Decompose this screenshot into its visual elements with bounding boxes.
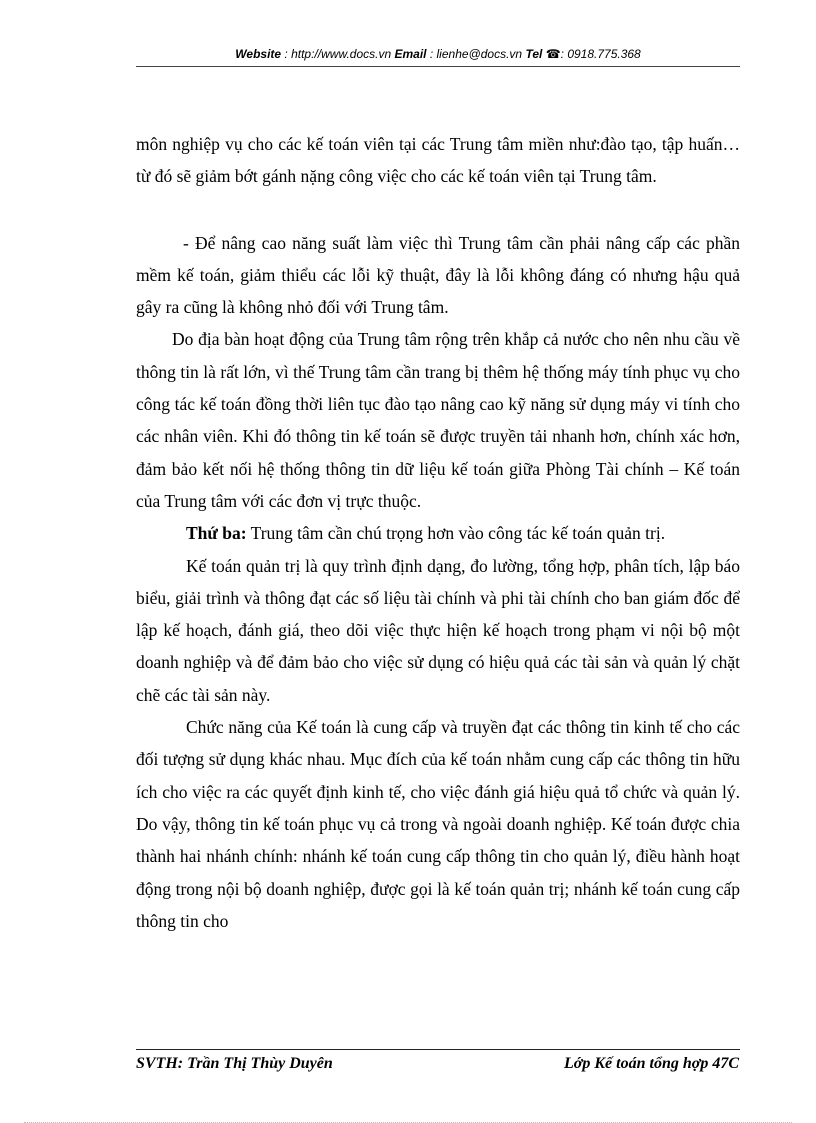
phone-icon: ☎ <box>545 47 561 61</box>
section-heading-text: Trung tâm cần chú trọng hơn vào công tác kế toán quản trị. <box>246 523 666 544</box>
page-header: Website : http://www.docs.vn Email : lienhe@docs.vn Tel ☎: 0918.775.368 <box>235 47 641 61</box>
section-heading: Thứ ba: <box>186 523 247 544</box>
phone-number: 0918.775.368 <box>567 47 641 61</box>
tel-label: Tel <box>525 47 543 61</box>
paragraph-gap <box>136 193 740 227</box>
paragraph-4 <box>136 517 740 549</box>
header-divider <box>136 66 740 67</box>
footer-divider <box>136 1049 740 1050</box>
website-label: Website <box>235 47 282 61</box>
website-link[interactable]: http://www.docs.vn <box>291 47 392 61</box>
paragraph-3: Do địa bàn hoạt động của Trung tâm rộng trên khắp cả nước cho nên nhu cầu về thông tin là rất lớn, vì thế Trung tâm cần trang bị thêm hệ thống máy tính phục vụ cho công tác kế toán đồng thời liên tục đào tạo nâng cao kỹ năng sử dụng máy vi tính cho các nhân viên. Khi đó thông tin kế toán sẽ được truyền tải nhanh hơn, chính xác hơn, đảm bảo kết nối hệ thống thông tin dữ liệu kế toán giữa Phòng Tài chính – Kế toán của Trung tâm với các đơn vị trực thuộc. <box>136 329 740 511</box>
paragraph-2: - Để nâng cao năng suất làm việc thì Trung tâm cần phải nâng cấp các phần mềm kế toán, giảm thiểu các lỗi kỹ thuật, đây là lỗi không đáng có nhưng hậu quả gây ra cũng là không nhỏ đối với Trung tâm. <box>136 232 740 318</box>
document-body <box>136 128 740 937</box>
footer-student: SVTH: Trần Thị Thùy Duyên <box>136 1055 333 1072</box>
paragraph-6: Chức năng của Kế toán là cung cấp và truyền đạt các thông tin kinh tế cho các đối tượng sử dụng khác nhau. Mục đích của kế toán nhằm cung cấp các thông tin hữu ích cho việc ra các quyết định kinh tế, cho việc đánh giá hiệu quả tổ chức và quản lý. Do vậy, thông tin kế toán phục vụ cả trong và ngoài doanh nghiệp. Kế toán được chia thành hai nhánh chính: nhánh kế toán cung cấp thông tin cho quản lý, điều hành hoạt động trong nội bộ doanh nghiệp, được gọi là kế toán quản trị; nhánh kế toán cung cấp thông tin cho <box>136 717 740 931</box>
email-label: Email <box>394 47 427 61</box>
email-link[interactable]: lienhe@docs.vn <box>436 47 523 61</box>
paragraph-1: môn nghiệp vụ cho các kế toán viên tại các Trung tâm miền như:đào tạo, tập huấn… từ đó sẽ giảm bớt gánh nặng công việc cho các kế toán viên tại Trung tâm. <box>136 134 740 187</box>
footer-class: Lớp Kế toán tổng hợp 47C <box>564 1055 739 1072</box>
paragraph-5: Kế toán quản trị là quy trình định dạng, đo lường, tổng hợp, phân tích, lập báo biểu, giải trình và thông đạt các số liệu tài chính và phi tài chính cho ban giám đốc để lập kế hoạch, đánh giá, theo dõi việc thực hiện kế hoạch trong phạm vi nội bộ một doanh nghiệp và để đảm bảo cho việc sử dụng có hiệu quả các tài sản và quản lý chặt chẽ các tài sản này. <box>136 555 740 705</box>
